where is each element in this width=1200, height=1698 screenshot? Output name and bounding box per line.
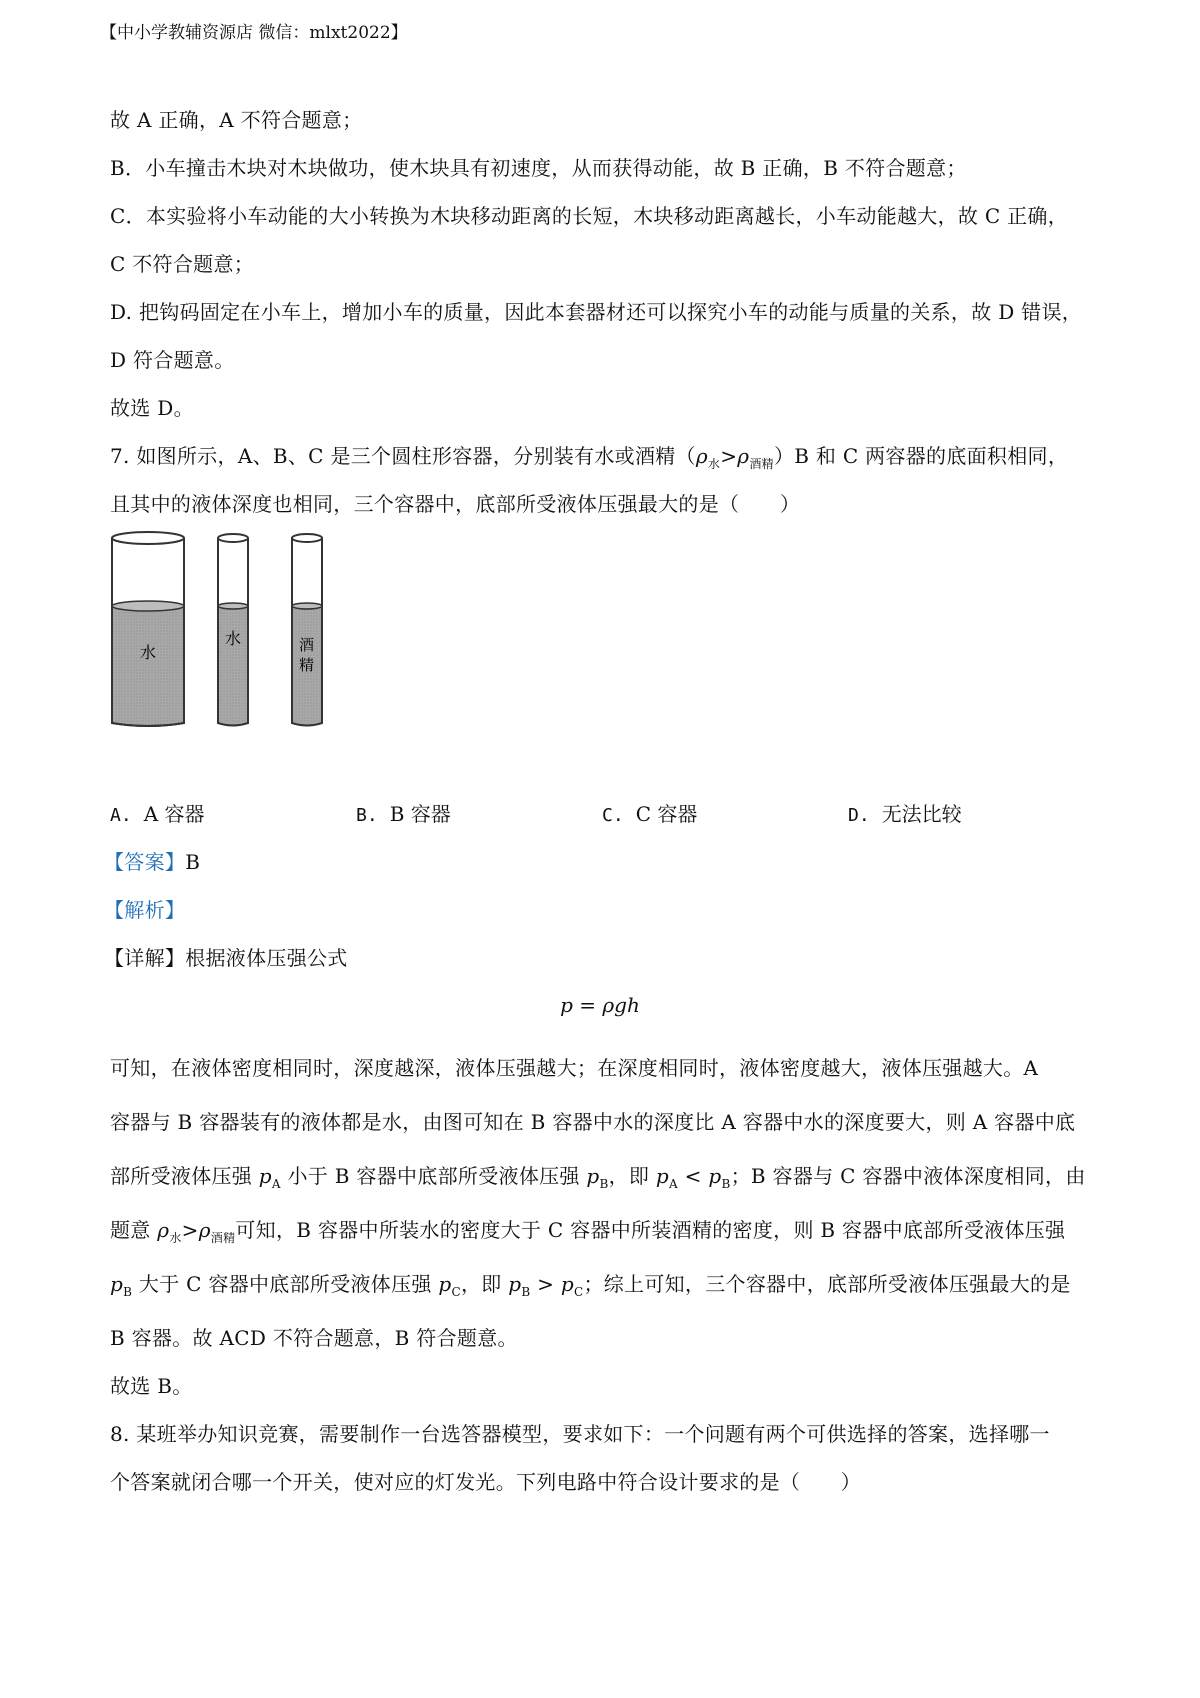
question-8-stem-2: 个答案就闭合哪一个开关，使对应的灯发光。下列电路中符合设计要求的是（ ） [110, 1470, 862, 1494]
text-line: 故选 D。 [110, 396, 194, 420]
explanation-line: $p_B$ 大于 C 容器中底部所受液体压强 $p_C$，即 $p_B > p_C$；综上可知，三个容器中，底部所受液体压强最大的是 [110, 1272, 1071, 1299]
containers-figure [106, 528, 336, 738]
answer-value: B [185, 850, 201, 874]
container-c [292, 534, 322, 726]
container-a-label: 水 [140, 643, 157, 662]
question-8-stem: 8. 某班举办知识竞赛，需要制作一台选答器模型，要求如下：一个问题有两个可供选择的答案，选择哪一 [110, 1422, 1050, 1446]
container-b-label: 水 [225, 629, 242, 648]
text-line: C．本实验将小车动能的大小转换为木块移动距离的长短，木块移动距离越长，小车动能越大，故 C 正确， [110, 204, 1069, 228]
container-c-label-1: 酒 [299, 636, 315, 654]
container-a [112, 532, 184, 726]
text-line: B．小车撞击木块对木块做功，使木块具有初速度，从而获得动能，故 B 正确，B 不符合题意； [110, 156, 967, 180]
option-c[interactable]: C. C 容器 [602, 802, 698, 826]
explanation-line: 题意 $\rho_水>\rho_{酒精}$可知，B 容器中所装水的密度大于 C 容器中所装酒精的密度，则 B 容器中底部所受液体压强 [110, 1218, 1066, 1245]
text-line: D. 把钩码固定在小车上，增加小车的质量，因此本套器材还可以探究小车的动能与质量的关系，故 D 错误， [110, 300, 1083, 324]
container-b [218, 534, 248, 726]
explanation-line: 部所受液体压强 $p_A$ 小于 B 容器中底部所受液体压强 $p_B$，即 $p_A < p_B$；B 容器与 C 容器中液体深度相同，由 [110, 1164, 1086, 1191]
text-line: C 不符合题意； [110, 252, 255, 276]
explanation-line: 可知，在液体密度相同时，深度越深，液体压强越大；在深度相同时，液体密度越大，液体压强越大。A [110, 1056, 1039, 1080]
option-a[interactable]: A. A 容器 [110, 802, 205, 826]
option-b[interactable]: B. B 容器 [356, 802, 451, 826]
question-7-stem: 7. 如图所示，A、B、C 是三个圆柱形容器，分别装有水或酒精$(\rho_水>\rho_{酒精})B$ 和 C 两容器的底面积相同， [110, 444, 1069, 471]
option-d[interactable]: D. 无法比较 [848, 802, 962, 826]
pressure-formula: p = ρgh [560, 993, 640, 1017]
header-watermark: 【中小学教辅资源店 微信：mlxt2022】 [100, 23, 408, 43]
explanation-line: 容器与 B 容器装有的液体都是水，由图可知在 B 容器中水的深度比 A 容器中水的深度要大，则 A 容器中底 [110, 1110, 1076, 1134]
detail-line: 【详解】根据液体压强公式 [104, 946, 348, 970]
text-line: D 符合题意。 [110, 348, 235, 372]
answer-tag: 【答案】 [104, 850, 186, 874]
answer-line [104, 846, 200, 875]
detail-tag: 【详解】 [104, 946, 186, 970]
text-line: 故 A 正确，A 不符合题意； [110, 108, 363, 132]
analysis-tag: 【解析】 [104, 898, 186, 922]
explanation-line: B 容器。故 ACD 不符合题意，B 符合题意。 [110, 1326, 518, 1350]
conclusion-line: 故选 B。 [110, 1374, 193, 1398]
container-c-label-2: 精 [299, 656, 315, 674]
question-7-stem-2: 且其中的液体深度也相同，三个容器中，底部所受液体压强最大的是（ ） [110, 492, 801, 516]
